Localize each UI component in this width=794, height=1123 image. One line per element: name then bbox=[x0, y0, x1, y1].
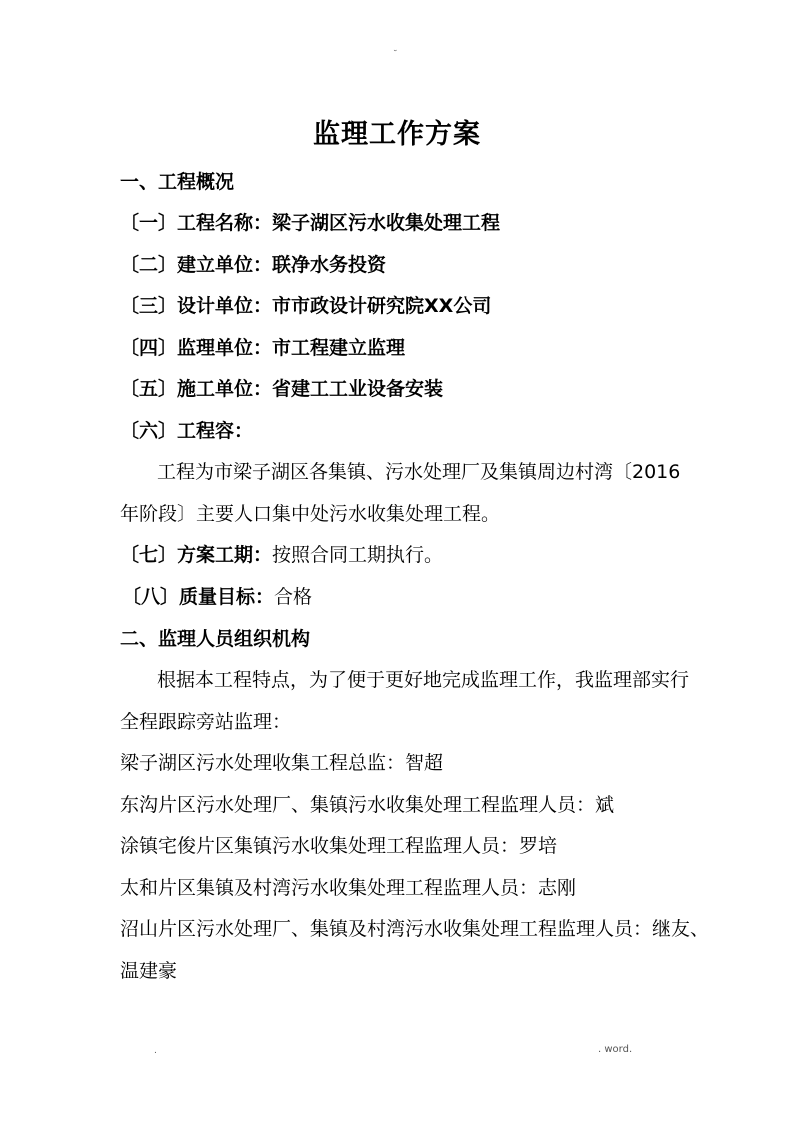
item-value: 联净水务投资 bbox=[272, 254, 387, 276]
item-project-name bbox=[120, 211, 680, 235]
item-project-content bbox=[120, 419, 680, 443]
page-title: 监理工作方案 bbox=[313, 119, 481, 150]
content-paragraph-line1: 工程为市梁子湖区各集镇、污水处理厂及集镇周边村湾〔2016 bbox=[157, 461, 681, 483]
org-paragraph-line2: 全程跟踪旁站监理： bbox=[120, 711, 292, 733]
content-paragraph-line2: 年阶段〕主要人口集中处污水收集处理工程。 bbox=[120, 503, 501, 525]
footer-right-mark: . word. bbox=[598, 1044, 633, 1055]
item-label: 〔一〕工程名称： bbox=[120, 212, 273, 234]
item-value: 省建工工业设备安装 bbox=[272, 378, 444, 400]
item-contractor-unit bbox=[120, 377, 680, 401]
item-label: 〔五〕施工单位： bbox=[120, 378, 273, 400]
section-heading-organization: 二、监理人员组织机构 bbox=[120, 628, 311, 650]
staff-line-tuzhen: 涂镇宅俊片区集镇污水收集处理工程监理人员：罗培 bbox=[120, 835, 558, 857]
staff-line-zhaoshan: 沼山片区污水处理厂、集镇及村湾污水收集处理工程监理人员：继友、 bbox=[120, 918, 710, 940]
item-label: 〔六〕工程容： bbox=[120, 420, 254, 442]
item-value: 市市政设计研究院XX公司 bbox=[272, 295, 492, 317]
item-value: 市工程建立监理 bbox=[272, 337, 406, 359]
item-label: 〔二〕建立单位： bbox=[120, 254, 273, 276]
item-quality-goal bbox=[122, 585, 682, 609]
item-value: 梁子湖区污水收集处理工程 bbox=[272, 212, 501, 234]
item-supervision-unit bbox=[120, 336, 680, 360]
staff-line-chief: 梁子湖区污水处理收集工程总监：智超 bbox=[120, 752, 444, 774]
item-label: 〔四〕监理单位： bbox=[120, 337, 273, 359]
staff-line-taihe: 太和片区集镇及村湾污水收集处理工程监理人员：志刚 bbox=[120, 877, 577, 899]
item-label: 〔三〕设计单位： bbox=[120, 295, 273, 317]
staff-line-donggou: 东沟片区污水处理厂、集镇污水收集处理工程监理人员：斌 bbox=[120, 794, 615, 816]
item-value: 合格 bbox=[274, 586, 313, 608]
section-heading-overview: 一、工程概况 bbox=[120, 171, 235, 193]
item-label: 〔八〕质量目标： bbox=[122, 586, 275, 608]
item-label: 〔七〕方案工期： bbox=[120, 544, 273, 566]
item-value: 按照合同工期执行。 bbox=[272, 544, 444, 566]
item-schedule bbox=[120, 543, 680, 567]
item-design-unit bbox=[120, 294, 680, 318]
staff-line-continuation: 温建豪 bbox=[120, 960, 178, 982]
footer-left-mark: . bbox=[154, 1046, 157, 1056]
item-construction-unit bbox=[120, 253, 680, 277]
org-paragraph-line1: 根据本工程特点，为了便于更好地完成监理工作，我监理部实行 bbox=[157, 669, 690, 691]
header-mark: ˘ bbox=[393, 50, 398, 60]
